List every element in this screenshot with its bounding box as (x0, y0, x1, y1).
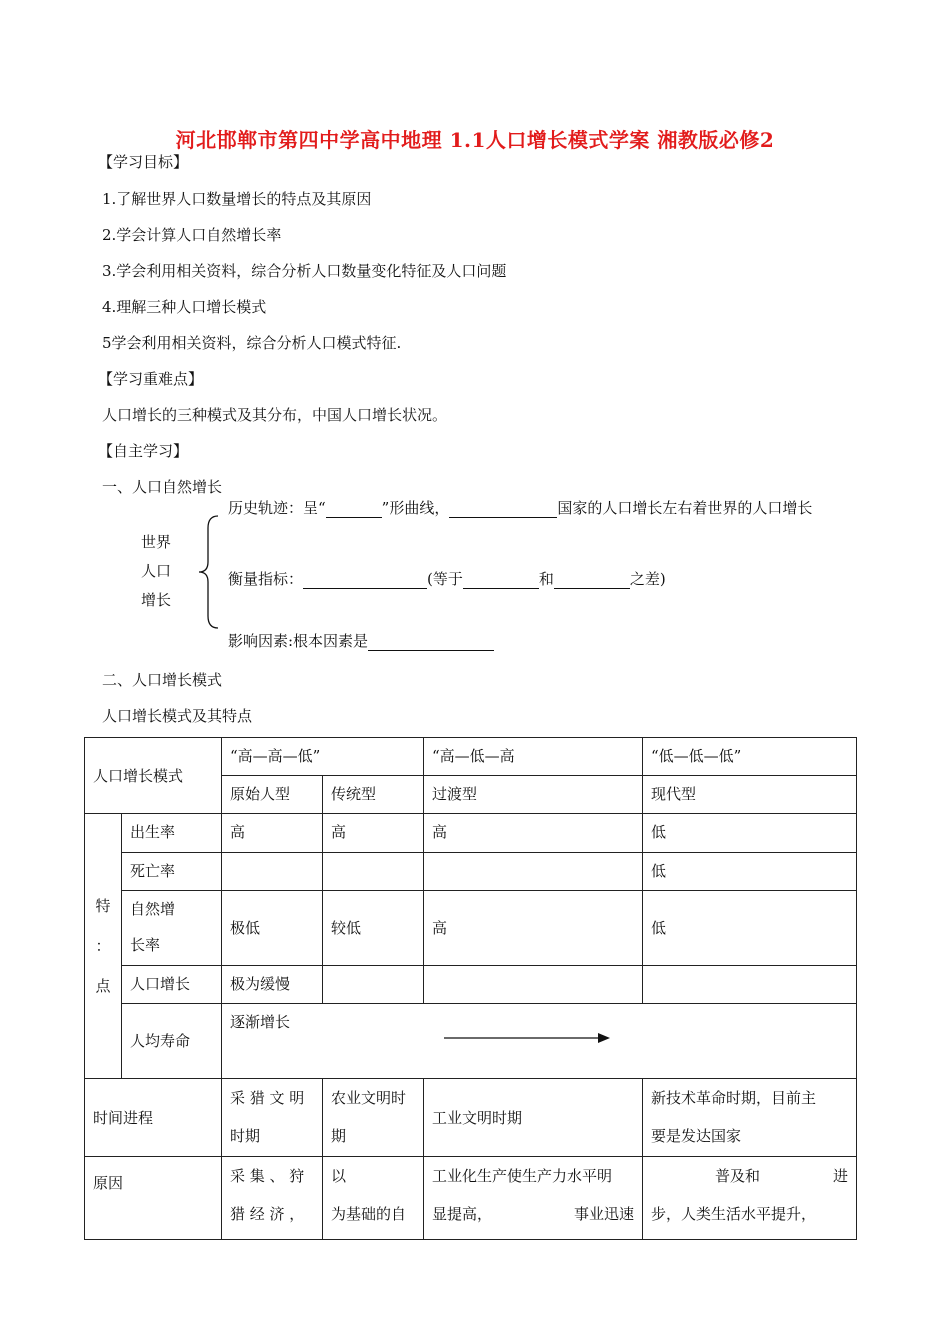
table-cell: 采 集 、 狩 猎 经 济 ， (222, 1157, 323, 1240)
measure-line: 衡量指标： (等于 和 之差) (228, 570, 666, 588)
table-cell (323, 966, 424, 1004)
life-expectancy-cell: 逐渐增长 (222, 1004, 857, 1079)
type-modern: 现代型 (643, 776, 857, 814)
type-traditional: 传统型 (323, 776, 424, 814)
blank-curve-shape[interactable] (326, 501, 382, 518)
table-cell (323, 853, 424, 891)
goal-item-5: 5学会利用相关资料，综合分析人口模式特征. (102, 334, 402, 352)
row-label-death-rate: 死亡率 (122, 853, 222, 891)
mode-label-cell: 人口增长模式 (85, 738, 222, 814)
row-label-reason: 原因 (85, 1157, 222, 1240)
goal-item-1: 1.了解世界人口数量增长的特点及其原因 (102, 190, 372, 208)
group-high-high-low: “高—高—低” (222, 738, 424, 776)
group-high-low-high: “高—低—高 (424, 738, 643, 776)
goal-item-3: 3.学会利用相关资料，综合分析人口数量变化特征及人口问题 (102, 262, 507, 280)
table-cell: 采 猎 文 明 时期 (222, 1079, 323, 1157)
key-heading: 【学习重难点】 (98, 370, 204, 388)
brace-label-3: 增长 (141, 591, 172, 609)
goals-heading: 【学习目标】 (98, 153, 189, 171)
table-caption: 人口增长模式及其特点 (102, 707, 253, 725)
page-title: 河北邯郸市第四中学高中地理 1.1人口增长模式学案 湘教版必修2 (175, 128, 775, 152)
blank-indicator[interactable] (303, 572, 427, 589)
key-text: 人口增长的三种模式及其分布，中国人口增长状况。 (102, 406, 448, 424)
goal-item-4: 4.理解三种人口增长模式 (102, 298, 267, 316)
table-cell: 低 (643, 891, 857, 966)
table-cell: 高 (424, 891, 643, 966)
table-cell (222, 853, 323, 891)
type-transitional: 过渡型 (424, 776, 643, 814)
table-cell: 工业文明时期 (424, 1079, 643, 1157)
table-cell (643, 966, 857, 1004)
self-study-heading: 【自主学习】 (98, 442, 189, 460)
table-cell: 低 (643, 853, 857, 891)
row-label-pop-growth: 人口增长 (122, 966, 222, 1004)
table-cell: 低 (643, 814, 857, 853)
row-label-birth-rate: 出生率 (122, 814, 222, 853)
blank-death-rate[interactable] (554, 572, 630, 589)
blank-birth-rate[interactable] (463, 572, 539, 589)
table-cell: 以 为基础的自 (323, 1157, 424, 1240)
table-cell: 高 (323, 814, 424, 853)
increase-arrow-icon (442, 1031, 612, 1045)
row-label-life-expectancy: 人均寿命 (122, 1004, 222, 1079)
section-1-heading: 一、人口自然增长 (102, 478, 223, 496)
brace-label-2: 人口 (141, 562, 172, 580)
table-cell (424, 853, 643, 891)
type-primitive: 原始人型 (222, 776, 323, 814)
growth-mode-table (84, 737, 857, 1240)
group-low-low-low: “低—低—低” (643, 738, 857, 776)
brace-label-1: 世界 (141, 533, 172, 551)
blank-root-factor[interactable] (368, 634, 494, 651)
curly-brace-icon (196, 514, 220, 630)
table-cell (424, 966, 643, 1004)
feature-label-cell: 特 ： 点 (85, 814, 122, 1079)
section-2-heading: 二、人口增长模式 (102, 671, 223, 689)
table-cell: 普及和 进 步，人类生活水平提升， (643, 1157, 857, 1240)
table-cell: 新技术革命时期，目前主 要是发达国家 (643, 1079, 857, 1157)
goal-item-2: 2.学会计算人口自然增长率 (102, 226, 282, 244)
table-cell: 极低 (222, 891, 323, 966)
table-cell: 工业化生产使生产力水平明 显提高， 事业迅速 (424, 1157, 643, 1240)
row-label-time: 时间进程 (85, 1079, 222, 1157)
table-cell: 极为缓慢 (222, 966, 323, 1004)
row-label-natural-growth: 自然增 长率 (122, 891, 222, 966)
factor-line: 影响因素:根本因素是 (228, 630, 494, 651)
table-cell: 高 (222, 814, 323, 853)
table-cell: 高 (424, 814, 643, 853)
table-cell: 农业文明时 期 (323, 1079, 424, 1157)
history-line: 历史轨迹：呈“ ”形曲线， 国家的人口增长左右着世界的人口增长 (228, 499, 813, 517)
table-cell: 较低 (323, 891, 424, 966)
blank-country-type[interactable] (449, 501, 557, 518)
